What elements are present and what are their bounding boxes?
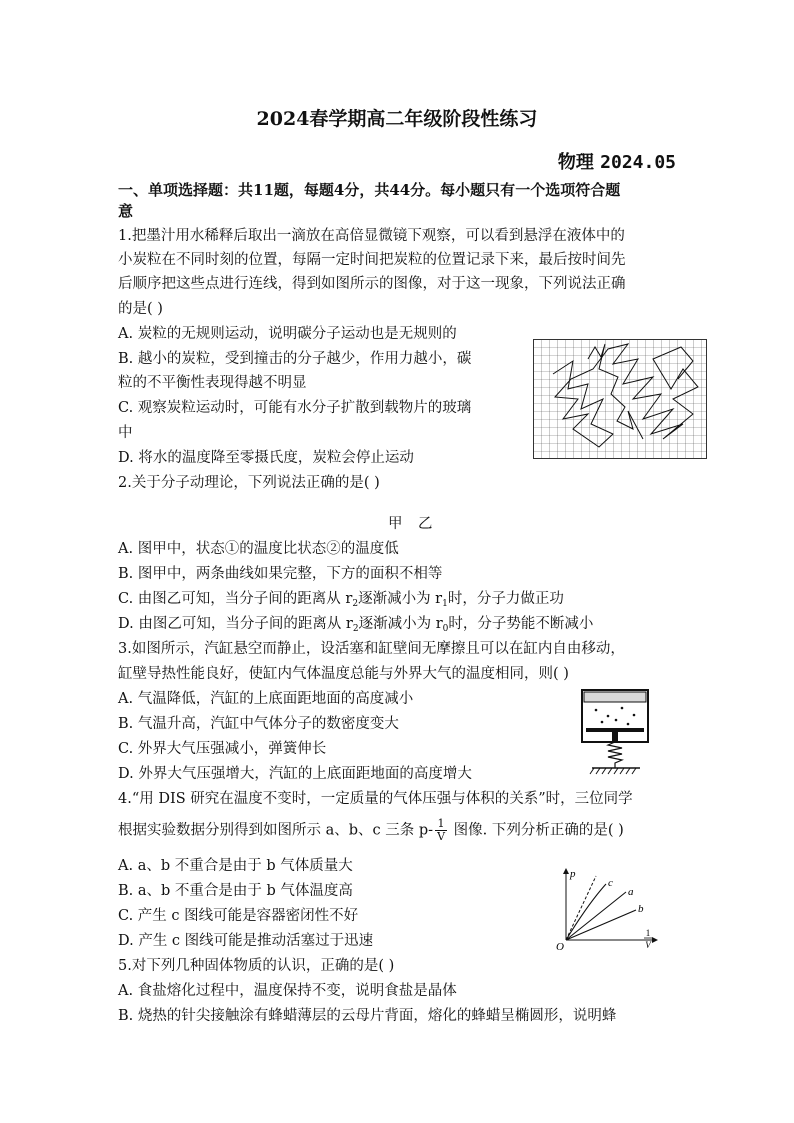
q2-option-b: B. 图甲中，两条曲线如果完整，下方的面积不相等 xyxy=(118,566,443,582)
q2-option-d-text-3: 时，分子势能不断减小 xyxy=(448,616,594,632)
exam-date: 2024.05 xyxy=(600,152,676,173)
q4-fraction-denominator: V xyxy=(437,830,446,843)
graph-x-num: 1 xyxy=(645,928,651,938)
q5-stem: 5.对下列几种固体物质的认识，正确的是( ) xyxy=(118,958,395,974)
q4-stem-line1: 4.“用 DIS 研究在温度不变时，一定质量的气体压强与体积的关系”时，三位同学 xyxy=(118,791,633,807)
q2-option-c-sub-1: 2 xyxy=(352,599,359,609)
q3-option-b: B. 气温升高，汽缸中气体分子的数密度变大 xyxy=(118,716,399,732)
q1-stem-line1: 1.把墨汁用水稀释后取出一滴放在高倍显微镜下观察，可以看到悬浮在液体中的 xyxy=(118,228,625,244)
q2-option-a: A. 图甲中，状态①的温度比状态②的温度低 xyxy=(118,541,399,557)
graph-origin-label: O xyxy=(556,941,564,952)
q1-option-c-line1: C. 观察炭粒运动时，可能有水分子扩散到载物片的玻璃 xyxy=(118,400,472,416)
q4-fraction xyxy=(435,818,447,843)
q1-option-a: A. 炭粒的无规则运动，说明碳分子运动也是无规则的 xyxy=(118,326,457,342)
q1-option-d: D. 将水的温度降至零摄氏度，炭粒会停止运动 xyxy=(118,450,414,466)
q1-option-c-line2: 中 xyxy=(118,425,133,441)
q2-option-c-text-3: 时，分子力做正功 xyxy=(447,591,564,607)
line-a xyxy=(566,892,626,940)
q2-option-c-text-2: 逐渐减小为 r xyxy=(358,591,443,607)
q4-option-a: A. a、b 不重合是由于 b 气体质量大 xyxy=(118,858,353,874)
q1-stem-line2: 小炭粒在不同时刻的位置，每隔一定时间把炭粒的位置记录下来，最后按时间先 xyxy=(118,252,626,268)
q2-option-d xyxy=(118,614,593,639)
brownian-motion-figure xyxy=(533,339,707,459)
q2-option-c-text-1: C. 由图乙可知，当分子间的距离从 r xyxy=(118,591,353,607)
q2-option-d-sub-1: 2 xyxy=(352,624,359,634)
q3-stem-line2: 缸壁导热性能良好，使缸内气体温度总能与外界大气的温度相同，则( ) xyxy=(118,666,569,682)
q1-stem-line4: 的是( ) xyxy=(118,301,163,317)
q1-stem-line3: 后顺序把这些点进行连线，得到如图所示的图像，对于这一现象，下列说法正确 xyxy=(118,276,626,292)
q2-option-c xyxy=(118,589,564,614)
cylinder-spring-figure xyxy=(578,688,652,776)
graph-x-den: V xyxy=(645,940,651,950)
graph-a-label: a xyxy=(628,886,634,898)
q4-fraction-numerator: 1 xyxy=(435,818,447,831)
p-inverse-v-graph xyxy=(548,864,660,952)
q5-option-a: A. 食盐熔化过程中，温度保持不变，说明食盐是晶体 xyxy=(118,983,457,999)
q3-stem-line1: 3.如图所示，汽缸悬空而静止，设活塞和缸壁间无摩擦且可以在缸内自由移动， xyxy=(118,641,625,657)
q3-option-a: A. 气温降低，汽缸的上底面距地面的高度减小 xyxy=(118,691,414,707)
section-heading-line2: 意 xyxy=(118,202,134,220)
q2-option-d-sub-2: 0 xyxy=(442,624,449,634)
q2-figure-label-yi: 乙 xyxy=(418,516,433,532)
q2-figure-label-jia: 甲 xyxy=(388,516,403,532)
graph-p-label: p xyxy=(570,868,576,880)
q5-option-b: B. 烧热的针尖接触涂有蜂蜡薄层的云母片背面，熔化的蜂蜡呈椭圆形，说明蜂 xyxy=(118,1008,617,1024)
subject-label: 物理 xyxy=(557,152,594,173)
graph-b-label: b xyxy=(638,903,644,915)
line-b xyxy=(566,910,636,940)
q2-stem: 2.关于分子动理论，下列说法正确的是( ) xyxy=(118,475,380,491)
q1-option-b-line2: 粒的不平衡性表现得越不明显 xyxy=(118,375,307,391)
q2-option-d-text-1: D. 由图乙可知，当分子间的距离从 r xyxy=(118,616,353,632)
q3-option-d: D. 外界大气压强增大，汽缸的上底面距地面的高度增大 xyxy=(118,766,472,782)
section-heading-line1: 一、单项选择题：共11题，每题4分，共44分。每小题只有一个选项符合题 xyxy=(118,181,621,199)
q4-option-d: D. 产生 c 图线可能是推动活塞过于迅速 xyxy=(118,933,374,949)
q2-option-d-text-2: 逐渐减小为 r xyxy=(358,616,443,632)
q4-option-b: B. a、b 不重合是由于 b 气体温度高 xyxy=(118,883,353,899)
q4-stem-line2-text-1: 根据实验数据分别得到如图所示 a、b、c 三条 p- xyxy=(118,822,434,839)
q1-option-b-line1: B. 越小的炭粒，受到撞击的分子越少，作用力越小，碳 xyxy=(118,351,472,367)
q4-option-c: C. 产生 c 图线可能是容器密闭性不好 xyxy=(118,908,359,924)
q3-option-c: C. 外界大气压强减小，弹簧伸长 xyxy=(118,741,327,757)
q4-stem-line2-text-2: 图像. 下列分析正确的是( ) xyxy=(449,822,624,839)
graph-c-label: c xyxy=(608,877,613,889)
exam-title: 2024春学期高二年级阶段性练习 xyxy=(256,108,538,130)
q2-option-c-sub-2: 1 xyxy=(442,599,448,609)
q4-stem-line2 xyxy=(118,818,624,843)
subject-date xyxy=(558,148,676,174)
